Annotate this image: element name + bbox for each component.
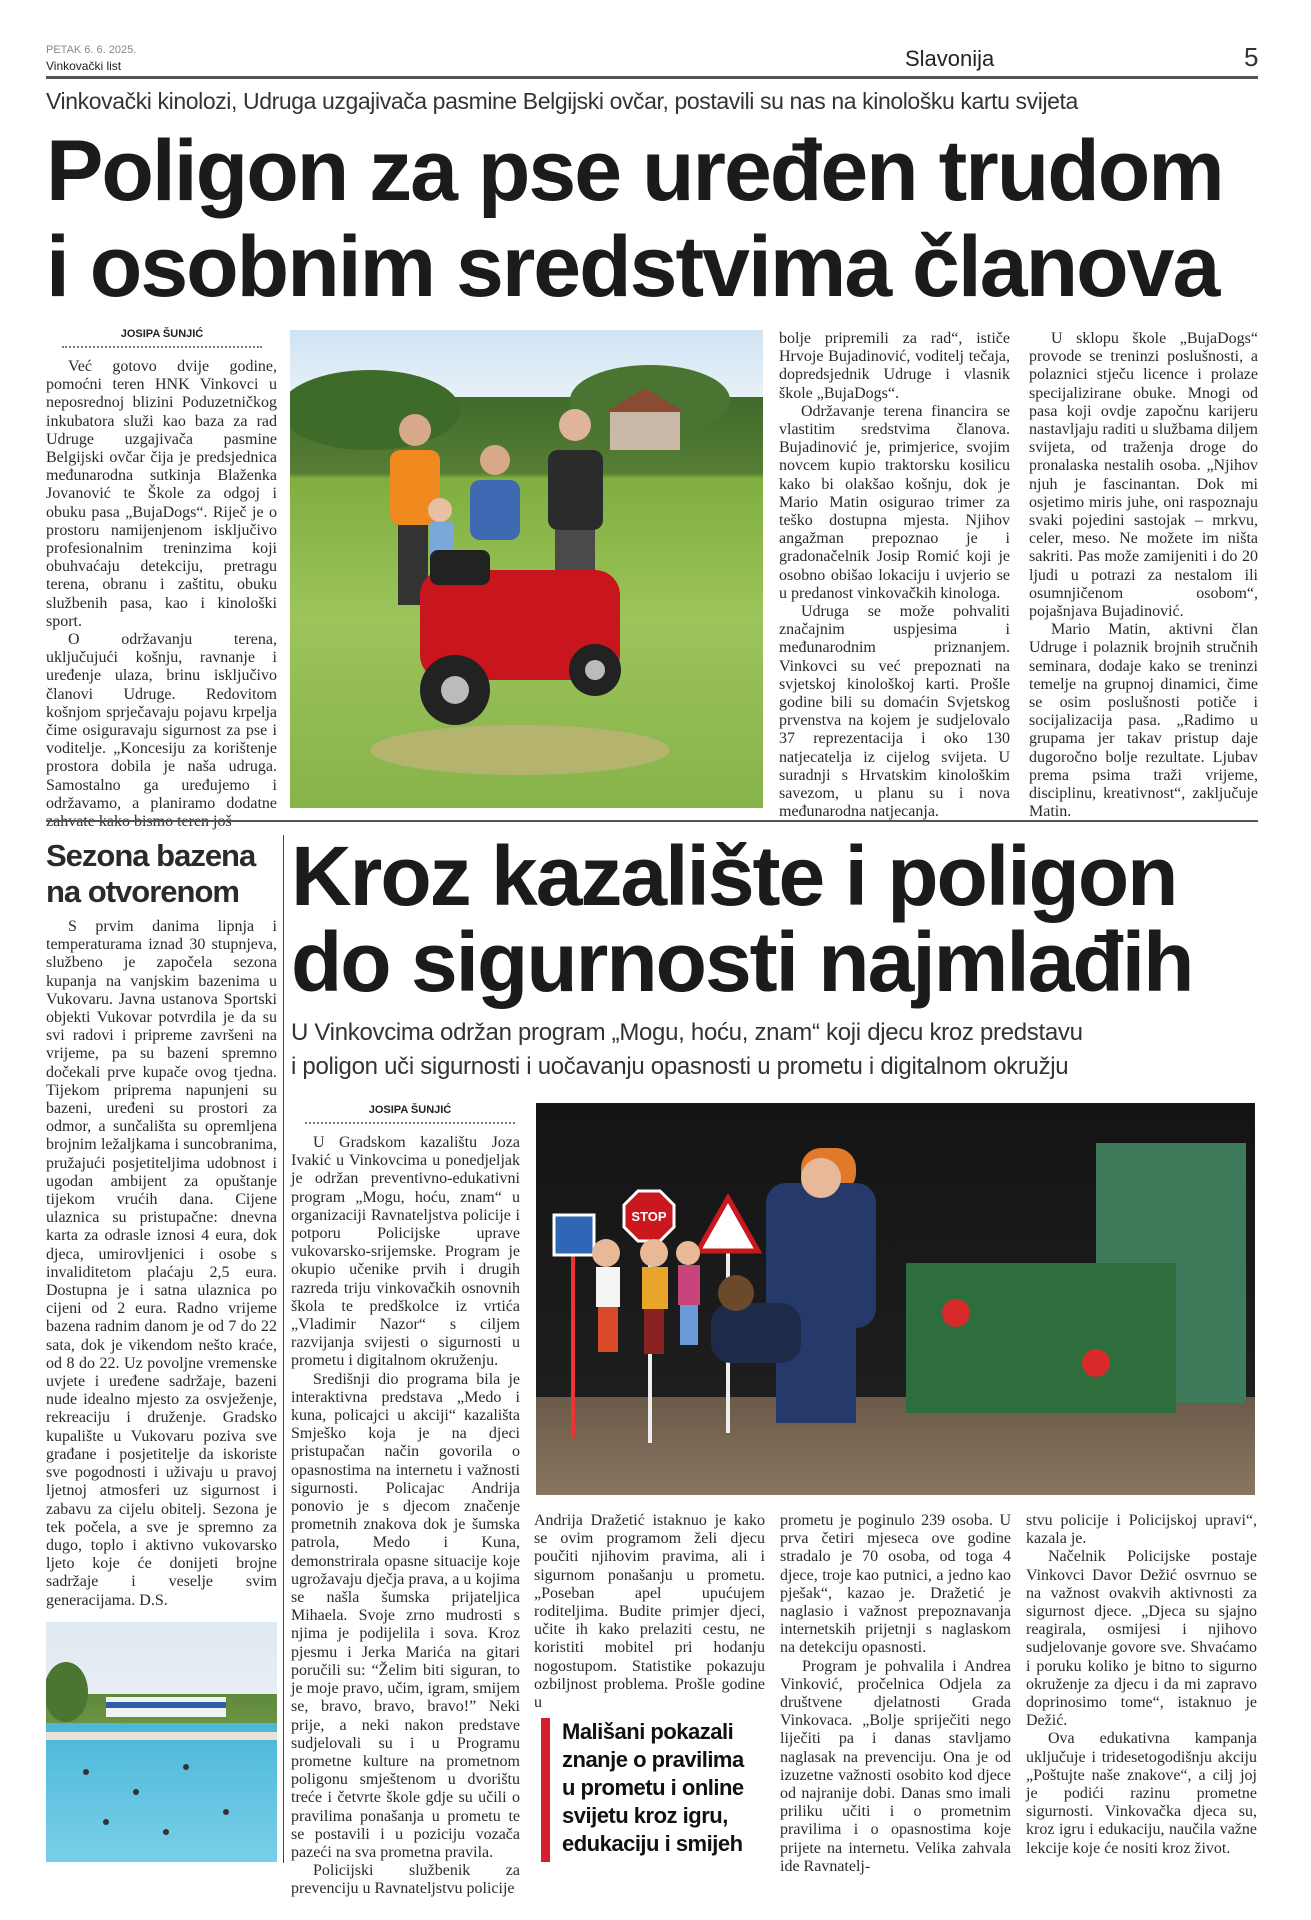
pull-quote-line: Mališani pokazali: [562, 1719, 734, 1744]
sidebar-headline-line2: na otvorenom: [46, 874, 239, 909]
article2-byline: JOSIPA ŠUNJIĆ: [305, 1104, 515, 1124]
paragraph: Andrija Dražetić istaknuo je kako se ovim programom želi djecu poučiti njihovim pravima, ali i sigurnom ponašanju u prometu. „Poseban apel upućujem roditeljima. Budite primjer djeci, učite ih kako prelaziti cestu, ne koristiti mobitel pri hodanju nogostupom. Statistike pokazuju ozbiljnost problema. Prošle godine u: [534, 1512, 765, 1712]
article1-byline: JOSIPA ŠUNJIĆ: [62, 328, 262, 348]
sidebar-headline-line1: Sezona bazena: [46, 838, 256, 873]
pull-quote-line: edukaciju i smijeh: [562, 1831, 743, 1856]
paragraph: prometu je poginulo 239 osoba. U prva četiri mjeseca ove godine stradalo je 70 osoba, od toga 4 djece, troje kao putnici, a jedno kao pješak“, kazao je. Dražetić je naglasio i važnost prepoznavanja internetskih prijetnji s naglaskom na detekciju opasnosti.: [780, 1512, 1011, 1657]
article1-column-1: [46, 358, 277, 831]
pull-quote-line: znanje o pravilima: [562, 1747, 744, 1772]
article2-headline-line1: Kroz kazalište i poligon: [291, 829, 1177, 923]
sidebar-headline: [46, 838, 277, 910]
photo-illustration: [46, 1622, 277, 1862]
paragraph: Udruga se može pohvaliti značajnim uspjesima i međunarodnim priznanjem. Vinkovci su već prepoznati na svjetskoj kinološkoj karti. Prošle godine bili su domaćin Svjetskog prvenstva na kojem je sudjelovalo 37 reprezentacija i oko 130 natjecatelja iz cijelog svijeta. U suradnji s Hrvatskim kinološkim savezom, u planu su i nova međunarodna natjecanja.: [779, 603, 1010, 821]
column-divider: [283, 835, 284, 1863]
article1-headline-line1: Poligon za pse uređen trudom: [46, 123, 1223, 219]
paragraph: bolje pripremili za rad“, ističe Hrvoje Bujadinović, voditelj tečaja, dopredsjednik Udruge i vlasnik škole „BujaDogs“.: [779, 330, 1010, 402]
paragraph: Već gotovo dvije godine, pomoćni teren HNK Vinkovci u neposrednoj blizini Poduzetničkog inkubatora služi kao baza za rad Udruge uzgajivača pasmine Belgijski ovčar čija je predsjednica međunarodna sutkinja Blaženka Jovanović te Škole za odgoj i obuku pasa „BujaDogs“. Riječ je o prostoru namijenjenom isključivo profesionalnim treninzima koji obuhvaćaju detekciju, pretragu terena, obranu i zaštitu, obuku službenih pasa, kao i kinološki sport.: [46, 358, 277, 630]
paragraph: Ova edukativna kampanja uključuje i tridesetogodišnju akciju „Poštujte naše znakove“, a cilj joj je podići razinu prometne sigurnosti. Vinkovačka djeca su, kroz igru i edukaciju, naučila važne lekcije koje će nositi kroz život.: [1026, 1730, 1257, 1857]
article1-kicker: Vinkovački kinolozi, Udruga uzgajivača pasmine Belgijski ovčar, postavili su nas na kinološku kartu svijeta: [46, 88, 1078, 114]
photo-outdoor-pool: [46, 1622, 277, 1862]
page-number: 5: [1244, 42, 1259, 72]
pull-quote: [541, 1718, 771, 1862]
pedestrian-crossing-sign-icon: [554, 1215, 594, 1255]
article2-subtitle-line1: U Vinkovcima održan program „Mogu, hoću, znam“ koji djecu kroz predstavu: [291, 1019, 1083, 1046]
paragraph: U sklopu škole „BujaDogs“ provode se treninzi poslušnosti, a polaznici stječu licence i prolaze specijalizirane obuke. Mnogi od pasa koji ovdje započnu karijeru nastavljaju raditi u službama diljem svijeta, od traženja droge do pronalaska nestalih osoba. „Njihov njuh je fascinantan. Dok mi osjetimo miris juhe, oni raspoznaju svaki pojedini sastojak – mrkvu, celer, meso. Ne možete im ništa sakriti. Pas može zamijeniti i do 20 ljudi u potrazi za nestalom ili osumnjičenom osobom“, pojašnjava Bujadinović.: [1029, 330, 1258, 621]
paragraph: S prvim danima lipnja i temperaturama iznad 30 stupnjeva, službeno je započela sezona kupanja na vanjskim bazenima u Vukovaru. Javna ustanova Sportski objekti Vukovar potvrdila je da su svi radovi i pripreme završeni na vrijeme, pa su bazeni spremno dočekali prve kupače ovog tjedna. Tijekom priprema napunjeni su bazeni, uređeni su prostori za odmor, a sunčališta su opremljena brojnim ležaljkama i suncobranima, pružajući posjetiteljima udobnost i ugodan ambijent za opuštanje tijekom vrućih dana. Cijene ulaznica su pristupačne: dnevna karta za odrasle iznosi 4 eura, dok djeca, umirovljenici i osobe s invaliditetom plaćaju 2,5 eura. Dostupna je i satna ulaznica po cijeni od 2 eura. Radno vrijeme bazena radnim danom je od 7 do 22 sata, dok je vikendom nešto kraće, od 8 do 22. Uz povoljne vremenske uvjete i uređene sadržaje, bazeni nude idealno mjesto za osvježenje, rekreaciju i druženje. Gradsko kupalište u Vukovaru poziva sve građane i posjetitelje da iskoriste sve pogodnosti i uživaju u pravoj ljetnoj atmosferi uz sigurnost i zabavu za cijelu obitelj. Sezona je tek počela, a sve je spremno za dugo, toplo i aktivno vukovarsko ljeto koje će donijeti brojne sadržaje i veselje svim generacijama. D.S.: [46, 918, 277, 1609]
header-rule: [46, 76, 1258, 79]
photo-illustration: [536, 1103, 1255, 1495]
article1-headline-line2: i osobnim sredstvima članova: [46, 219, 1219, 315]
issue-date: PETAK 6. 6. 2025.: [46, 44, 137, 56]
children-warning-sign-icon: [698, 1198, 758, 1251]
paragraph: Mario Matin, aktivni član Udruge i polaznik brojnih stručnih seminara, dodaje kako se treninzi temelje na grupnoj dinamici, čime se osim poslušnosti potiče i socijalizacija pasa. „Radimo u grupama jer takav pristup daje dugoročno bolje rezultate. Ljubav prema psima traži vrijeme, disciplinu, kreativnost“, zaključuje Matin.: [1029, 621, 1258, 821]
paragraph: Održavanje terena financira se vlastitim sredstvima članova. Bujadinović je, primjerice, svojim novcem kupio traktorsku kosilicu kako bi olakšao košnju, dok je Mario Matin osigurao trimer za teško dostupna mjesta. Njihov angažman prepoznao je i gradonačelnik Josip Romić koji je osobno obišao lokaciju i uvjerio se u predanost vinkovačkih kinologa.: [779, 402, 1010, 602]
section-title: Slavonija: [905, 46, 995, 71]
pull-quote-line: u prometu i online: [562, 1775, 744, 1800]
pull-quote-line: svijetu kroz igru,: [562, 1803, 728, 1828]
article2-column-3: [780, 1512, 1011, 1876]
paragraph: Policijski službenik za prevenciju u Ravnateljstvu policije: [291, 1862, 520, 1898]
article1-column-4: [1029, 330, 1258, 821]
section-divider: [46, 820, 1258, 822]
paragraph: stvu policije i Policijskoj upravi“, kazala je.: [1026, 1512, 1257, 1548]
photo-illustration: [290, 330, 763, 808]
stop-sign-text: STOP: [631, 1209, 667, 1224]
paragraph: O održavanju terena, uključujući košnju, ravnanje i uređenje ulaza, brinu isključivo članovi Udruge. Redovitom košnjom sprječavaju pojavu krpelja čime osiguravaju sigurnost za pse i voditelje. „Koncesiju za korištenje prostora dobila je naša udruga. Samostalno ga uređujemo i održavamo, a planiramo dodatne: [46, 631, 277, 812]
paragraph: Središnji dio programa bila je interaktivna predstava „Medo i kuna, policajci u akciji“ kazališta Smješko koja je na djeci pristupačan način govorila o opasnostima na internetu i važnosti sigurnosti. Policajac Andrija ponovio je s djecom značenje prometnih znakova dok je šumska patrola, Medo i Kuna, demonstrirala opasne situacije koje ugrožavaju dječja prava, a u kojima se našla šumska prijateljica Mihaela. Svoje zrno mudrosti s njima je podijelila i sova. Kroz pjesmu i Jerka Marića na gitari poručili su: “Želim biti siguran, to je moje pravo, učim, igram, smijem se, bravo, bravo, bravo!” Neki prije, a neki nakon predstave sudjelovali su i u Programu prometne kulture na prometnom poligonu smještenom u dvorištu treće i četvrte škole gdje su učili o pravilima ponašanja u prometu te se postavili i u poziciju vozača pazeći na sva prometna pravila.: [291, 1370, 520, 1861]
paragraph: U Gradskom kazalištu Joza Ivakić u Vinkovcima u ponedjeljak je održan preventivno-edukativni program „Mogu, hoću, znam“ u organizaciji Ravnateljstva policije i potporu Policijske uprave vukovarsko-srijemske. Program je okupio učenike prvih i drugih razreda triju vinkovačkih osnovnih škola te predškolce iz vrtića „Vladimir Nazor“ s ciljem razvijanja svijesti o sigurnosti u prometu i digitalnom okruženju.: [291, 1134, 520, 1370]
paragraph: Načelnik Policijske postaje Vinkovci Davor Dežić osvrnuo se na važnost ovakvih aktivnosti za sigurnost djece. „Djeca su sjajno reagirala, osmijesi i njihovo sudjelovanje govore sve. Shvaćamo i poruku koliko je bitno to sigurno okruženje za djecu i da mi zapravo doprinosimo tome“, istaknuo je Dežić.: [1026, 1548, 1257, 1730]
photo-dog-training-field: [290, 330, 763, 808]
sidebar-body: [46, 918, 277, 1610]
article2-headline-line2: do sigurnosti najmlađih: [291, 915, 1193, 1009]
newspaper-name: Vinkovački list: [46, 59, 122, 73]
article2-column-1: [291, 1134, 520, 1899]
paragraph: Program je pohvalila i Andrea Vinković, pročelnica Odjela za društvene djelatnosti Grada Vinkovaca. „Bolje spriječiti nego liječiti pa i danas stavljamo naglasak na prevenciju. Ona je od izuzetne važnosti osobito kod djece od najranije dobi. Danas smo imali priliku učiti i o prometnim pravilima i o opasnostima koje prijete na internetu. Velika zahvala ide Ravnatelj-: [780, 1657, 1011, 1875]
article2-column-4: [1026, 1512, 1257, 1858]
article2-column-2: [534, 1512, 765, 1712]
article2-subtitle-line2: i poligon uči sigurnosti i uočavanju opasnosti u prometu i digitalnom okružju: [291, 1053, 1069, 1080]
photo-theatre-stage: [536, 1103, 1255, 1495]
article1-column-3: [779, 330, 1010, 821]
